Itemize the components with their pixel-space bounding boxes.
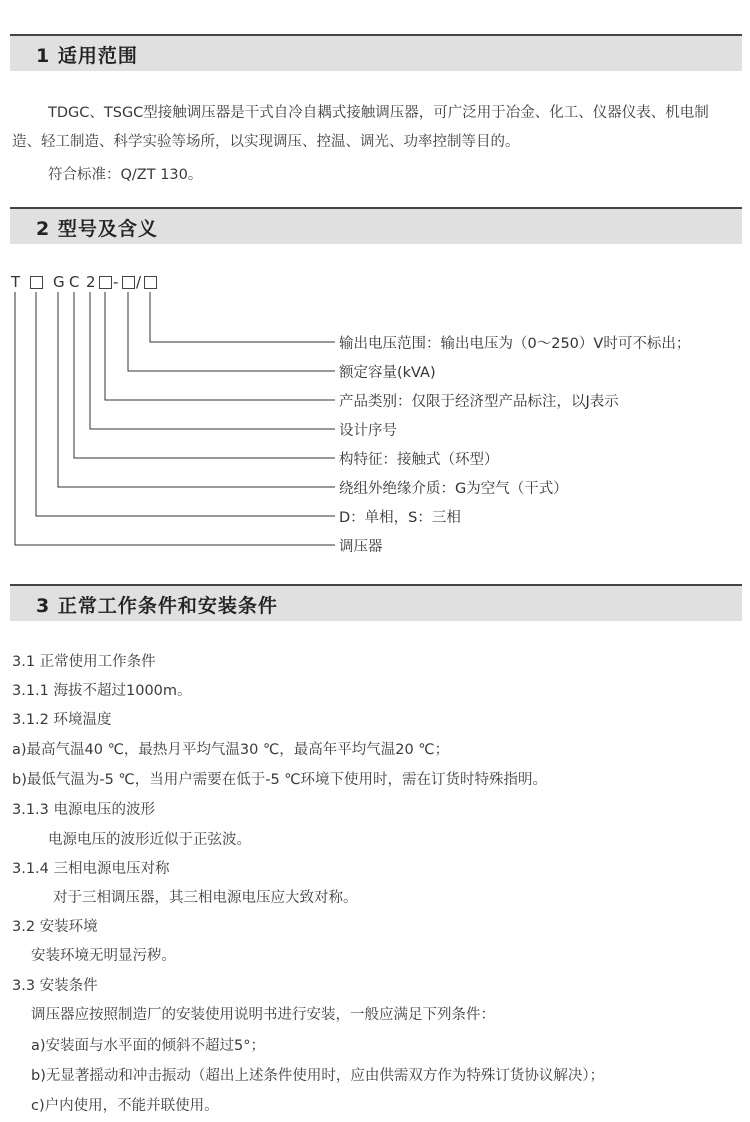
condition-3-2: 3.2 安装环境 xyxy=(12,919,98,935)
condition-install-a: a)安装面与水平面的倾斜不超过5°； xyxy=(31,1038,266,1054)
condition-3-1-2: 3.1.2 环境温度 xyxy=(12,712,112,728)
leader-line-regulator xyxy=(15,292,335,545)
legend-product-category: 产品类别：仅限于经济型产品标注，以J表示 xyxy=(339,394,619,410)
section-1-paragraph: TDGC、TSGC型接触调压器是干式自冷自耦式接触调压器，可广泛用于冶金、化工、仪器仪表、机电制造、轻工制造、科学实验等场所，以实现调压、控温、调光、功率控制等目的。 xyxy=(12,105,709,150)
condition-install-c: c)户内使用，不能并联使用。 xyxy=(31,1098,219,1114)
legend-regulator: 调压器 xyxy=(339,539,383,555)
condition-3-1-3: 3.1.3 电源电压的波形 xyxy=(12,802,156,818)
code-dash: - xyxy=(113,273,119,291)
condition-3-1: 3.1 正常使用工作条件 xyxy=(12,654,156,670)
leader-line-phase xyxy=(36,292,335,516)
legend-design-number: 设计序号 xyxy=(339,423,397,439)
code-letter-t: T xyxy=(11,273,21,291)
leader-line-design xyxy=(90,292,335,429)
section-3-header xyxy=(10,584,742,621)
condition-install-intro: 调压器应按照制造厂的安装使用说明书进行安装，一般应满足下列条件： xyxy=(31,1007,495,1023)
legend-structure: 构特征：接触式（环型） xyxy=(339,452,499,468)
legend-rated-capacity: 额定容量(kVA) xyxy=(339,365,436,381)
leader-line-structure xyxy=(74,292,335,458)
legend-voltage-range: 输出电压范围：输出电压为（0～250）V时可不标出； xyxy=(339,336,691,352)
legend-phase: D：单相，S：三相 xyxy=(339,510,461,526)
condition-3-1-4: 3.1.4 三相电源电压对称 xyxy=(12,861,170,877)
leader-line-category xyxy=(105,292,335,400)
condition-environment: 安装环境无明显污秽。 xyxy=(31,948,176,964)
legend-insulation: 绕组外绝缘介质：G为空气（干式） xyxy=(339,481,568,497)
condition-temp-a: a)最高气温40 ℃，最热月平均气温30 ℃，最高年平均气温20 ℃； xyxy=(12,742,450,758)
code-letter-c: C xyxy=(69,273,80,291)
condition-waveform: 电源电压的波形近似于正弦波。 xyxy=(48,832,251,848)
condition-symmetry: 对于三相调压器，其三相电源电压应大致对称。 xyxy=(53,890,358,906)
section-1-title: 1 适用范围 xyxy=(36,45,138,67)
condition-3-1-1: 3.1.1 海拔不超过1000m。 xyxy=(12,683,192,699)
code-letter-g: G xyxy=(53,273,65,291)
condition-install-b: b)无显著摇动和冲击振动（超出上述条件使用时，应由供需双方作为特殊订货协议解决）； xyxy=(31,1068,605,1084)
section-3-title: 3 正常工作条件和安装条件 xyxy=(36,595,278,617)
code-number: 2 xyxy=(86,273,96,291)
condition-temp-b: b)最低气温为-5 ℃，当用户需要在低于-5 ℃环境下使用时，需在订货时特殊指明。 xyxy=(12,772,548,788)
leader-line-capacity xyxy=(128,292,335,371)
condition-3-3: 3.3 安装条件 xyxy=(12,978,98,994)
section-1-standard: 符合标准：Q/ZT 130。 xyxy=(48,167,203,183)
code-slash: / xyxy=(136,273,142,291)
leader-line-voltage xyxy=(150,292,335,342)
section-2-title: 2 型号及含义 xyxy=(36,218,158,240)
